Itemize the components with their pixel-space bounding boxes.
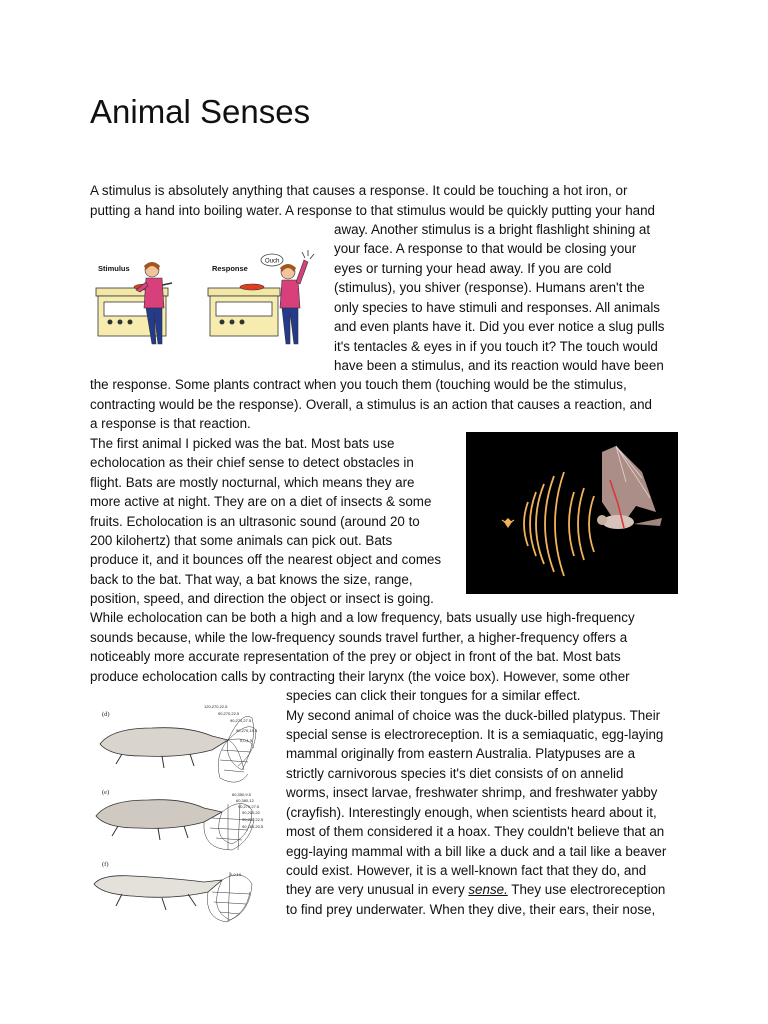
svg-text:60,350,9.5: 60,350,9.5	[232, 792, 251, 797]
svg-text:90,230,22.5: 90,230,22.5	[242, 817, 264, 822]
paragraph-line: more active at night. They are on a diet of insects & some	[90, 494, 432, 509]
paragraph-line: have been a stimulus, and its reaction would have been	[334, 358, 664, 373]
paragraph-line: My second animal of choice was the duck-billed platypus. Their	[286, 708, 661, 723]
paragraph-line: your face. A response to that would be closing your	[334, 241, 637, 256]
platypus-electroreception-diagram	[92, 700, 282, 925]
paragraph-line: position, speed, and direction the object or insect is going.	[90, 591, 434, 606]
paragraph-line: The first animal I picked was the bat. Most bats use	[90, 436, 395, 451]
person-response	[280, 250, 314, 344]
svg-text:90,200,20: 90,200,20	[242, 810, 260, 815]
paragraph-line: sounds because, while the low-frequency sounds travel further, a higher-frequency offers a	[90, 630, 628, 645]
paragraph-line: and even plants have it. Did you ever notice a slug pulls	[334, 319, 665, 334]
labels-b	[232, 792, 264, 829]
labels-c	[230, 872, 242, 877]
platypus-a	[100, 728, 228, 768]
paragraph-line: putting a hand into boiling water. A response to that stimulus would be quickly putting your hand	[90, 203, 656, 218]
stove-response	[208, 284, 280, 336]
panel-a-label: (d)	[102, 711, 110, 718]
svg-text:120,270,22.5: 120,270,22.5	[204, 704, 228, 709]
paragraph-line: the response. Some plants contract when you touch them (touching would be the stimulus,	[90, 377, 627, 392]
bat-image-background	[466, 432, 678, 594]
paragraph-line: a response is that reaction.	[90, 416, 251, 431]
response-label: Response	[212, 264, 248, 273]
paragraph-line: only species to have stimuli and responses. All animals	[334, 300, 661, 315]
paragraph-line: (stimulus), you shiver (response). Humans aren't the	[334, 280, 645, 295]
svg-text:90,270,22.5: 90,270,22.5	[218, 711, 240, 716]
paragraph-line	[286, 880, 665, 900]
paragraph-line: While echolocation can be both a high and a low frequency, bats usually use high-frequency	[90, 610, 635, 625]
paragraph-line: species can click their tongues for a similar effect.	[286, 688, 581, 703]
svg-text:90,270,27.5: 90,270,27.5	[230, 718, 252, 723]
paragraph-line: back to the bat. That way, a bat knows the size, range,	[90, 572, 413, 587]
svg-text:60,380,12: 60,380,12	[236, 798, 254, 803]
bat-echolocation-image	[466, 432, 678, 594]
stimulus-response-illustration	[92, 250, 328, 346]
panel-b-label: (e)	[102, 789, 110, 796]
paragraph-line: eyes or turning your head away. If you are cold	[334, 261, 612, 276]
stimulus-label: Stimulus	[98, 264, 130, 273]
svg-text:0,0,19: 0,0,19	[230, 872, 242, 877]
platypus-c	[94, 876, 222, 910]
sense-link[interactable]: sense.	[468, 882, 508, 897]
paragraph-line: noticeably more accurate representation of the prey or object in front of the bat. Most bats	[90, 649, 621, 664]
paragraph-line: contracting would be the response). Overall, a stimulus is an action that causes a reaction, and	[90, 397, 652, 412]
svg-text:90,180,20.5: 90,180,20.5	[242, 824, 264, 829]
paragraph-line: flight. Bats are mostly nocturnal, which means they are	[90, 475, 415, 490]
paragraph-line: strictly carnivorous species it's diet consists of on annelid	[286, 766, 624, 781]
paragraph-line: it's tentacles & eyes in if you touch it? The touch would	[334, 339, 658, 354]
paragraph-line: egg-laying mammal with a bill like a duck and a tail like a beaver	[286, 844, 667, 859]
svg-text:90,270,19.5: 90,270,19.5	[236, 728, 258, 733]
paragraph-line: produce echolocation calls by contracting their larynx (the voice box). However, some other	[90, 669, 630, 684]
paragraph-line: worms, insect larvae, freshwater shrimp, and freshwater yabby	[286, 785, 658, 800]
field-lines-a	[218, 716, 256, 782]
field-lines-c	[207, 872, 252, 922]
paragraph-line: could exist. However, it is a well-known fact that they do, and	[286, 863, 647, 878]
paragraph-line: echolocation as their chief sense to detect obstacles in	[90, 455, 414, 470]
paragraph-line: (crayfish). Interestingly enough, when scientists heard about it,	[286, 805, 657, 820]
sense-text-before: they are very unusual in every	[286, 882, 469, 897]
paragraph-line: mammal originally from eastern Australia. Platypuses are a	[286, 746, 636, 761]
panel-c-label: (f)	[102, 861, 109, 868]
paragraph-line: away. Another stimulus is a bright flashlight shining at	[334, 222, 651, 237]
svg-text:0,0,1.9: 0,0,1.9	[240, 738, 253, 743]
page-title: Animal Senses	[90, 93, 311, 130]
sense-text-after: They use electroreception	[507, 882, 666, 897]
paragraph-line: special sense is electroreception. It is a semiaquatic, egg-laying	[286, 727, 664, 742]
paragraph-line: most of them considered it a hoax. They couldn't believe that an	[286, 824, 665, 839]
svg-text:90,270,27.5: 90,270,27.5	[238, 804, 260, 809]
platypus-b	[96, 800, 222, 840]
paragraph-line: A stimulus is absolutely anything that causes a response. It could be touching a hot iron, or	[90, 183, 628, 198]
paragraph-line: fruits. Echolocation is an ultrasonic sound (around 20 to	[90, 514, 420, 529]
paragraph-line: 200 kilohertz) that some animals can pick out. Bats	[90, 533, 393, 548]
paragraph-line: produce it, and it bounces off the nearest object and comes	[90, 552, 442, 567]
speech-bubble-text: Ouch	[265, 258, 280, 265]
paragraph-line: to find prey underwater. When they dive, their ears, their nose,	[286, 902, 656, 917]
